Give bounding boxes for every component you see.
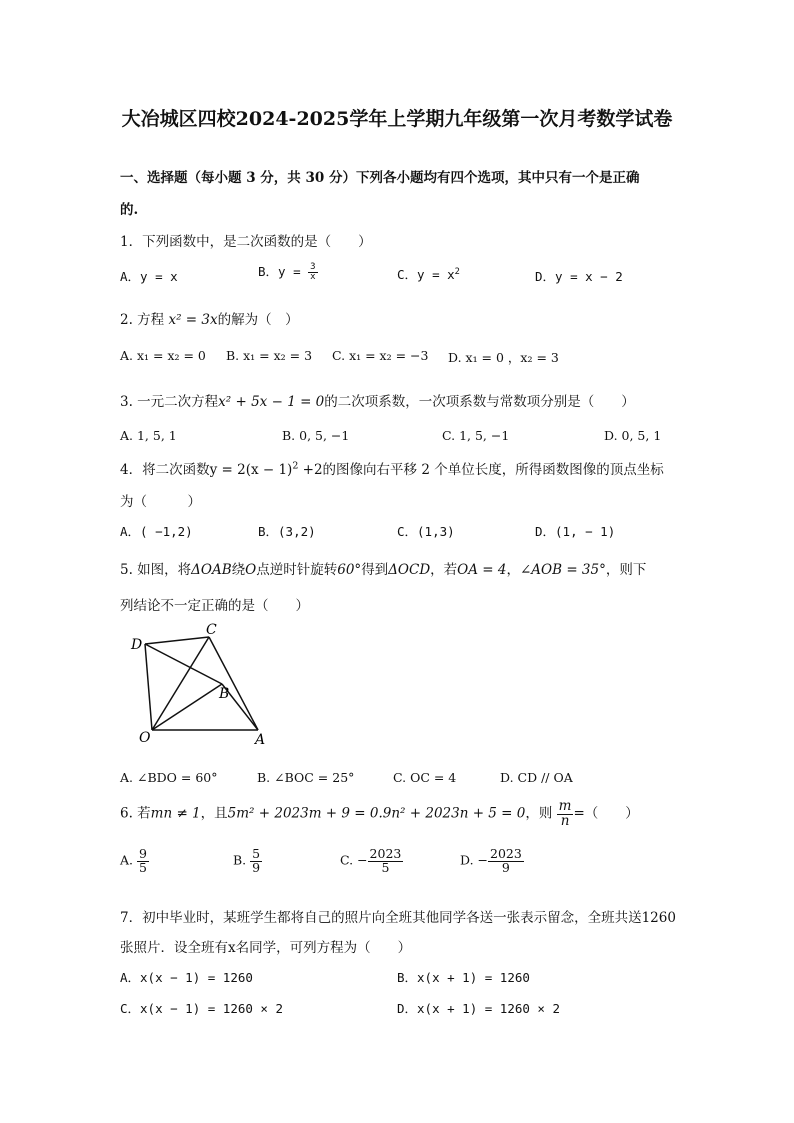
q2-option-d: D. x₁ = 0 ，x₂ = 3 [448, 350, 559, 365]
q1-b-fraction: $\frac{3}{x}$ [310, 262, 316, 282]
q4-option-a: A．( −1,2) [120, 524, 193, 539]
q5-stem-cont: 列结论不一定正确的是（ ） [120, 598, 309, 614]
section-heading-cont: 的. [120, 202, 139, 218]
page-title: 大冶城区四校2024-2025学年上学期九年级第一次月考数学试卷 [121, 108, 673, 130]
q2-stem: 2. 方程 x² = 3x的解为（ ） [120, 312, 299, 328]
q5-option-a: A. ∠BDO = 60° [120, 770, 218, 785]
q4-option-c: C．(1,3) [397, 524, 455, 539]
segment-do [145, 644, 152, 730]
q5-geometry-figure [125, 622, 275, 750]
segment-dc [145, 637, 209, 644]
q1-stem: 1．下列函数中，是二次函数的是（ ） [120, 234, 372, 250]
q5-option-c: C. OC = 4 [393, 770, 457, 785]
q6-option-c: C. − $\frac{2023}{5}$ [340, 846, 402, 875]
q6-fraction-m-over-n: $\frac{m}{n}$ [558, 798, 572, 829]
q6-stem: 6. 若mn ≠ 1，且5m² + 2023m + 9 = 0.9n² + 2023n + 5 = 0，则 $\frac{m}{n}$ =（ ） [120, 798, 639, 829]
q4-stem-cont: 为（ ） [120, 494, 201, 510]
q4-stem: 4．将二次函数$y = 2(x - 1)^2 +2$的图像向右平移 2 个单位长度，所得函数图像的顶点坐标 [120, 460, 664, 478]
q5-stem: 5. 如图，将ΔOAB绕O点逆时针旋转60°得到ΔOCD，若OA = 4，∠AOB = 35°，则下 [120, 562, 647, 578]
segment-ca [209, 637, 258, 730]
q1-option-b: B．y = $\frac{3}{x}$ [258, 262, 316, 282]
q7-option-c: C．x(x − 1) = 1260 × 2 [120, 1001, 284, 1016]
label-c: C [206, 622, 217, 638]
q7-option-b: B．x(x + 1) = 1260 [397, 970, 530, 985]
label-d: D [131, 637, 143, 653]
q6-option-d: D. − $\frac{2023}{9}$ [460, 846, 522, 875]
q6-option-a: A. $\frac{9}{5}$ [120, 846, 147, 875]
q3-option-a: A. 1, 5, 1 [120, 428, 177, 443]
section-heading: 一、选择题（每小题 3 分，共 30 分）下列各小题均有四个选项，其中只有一个是正确 [120, 170, 640, 186]
segment-co [152, 637, 209, 730]
q5-option-d: D. CD // OA [500, 770, 573, 785]
q3-stem: 3. 一元二次方程x² + 5x − 1 = 0的二次项系数，一次项系数与常数项分别是（ ） [120, 394, 635, 410]
label-a: A [255, 732, 266, 748]
q2-option-a: A. x₁ = x₂ = 0 [120, 348, 206, 363]
q3-option-d: D. 0, 5, 1 [604, 428, 662, 443]
q3-option-b: B. 0, 5, −1 [282, 428, 350, 443]
q7-stem: 7．初中毕业时，某班学生都将自己的照片向全班其他同学各送一张表示留念，全班共送1260 [120, 910, 676, 926]
q6-option-b: B. $\frac{5}{9}$ [233, 846, 261, 875]
label-o: O [139, 730, 151, 746]
q2-option-c: C. x₁ = x₂ = −3 [332, 348, 429, 363]
q1-option-c: C．$y = x^2$ [397, 266, 460, 282]
q1-option-d: D．y = x − 2 [535, 269, 623, 284]
label-b: B [219, 686, 230, 702]
q3-option-c: C. 1, 5, −1 [442, 428, 510, 443]
q7-option-a: A．x(x − 1) = 1260 [120, 970, 253, 985]
q4-option-d: D．(1, − 1) [535, 524, 616, 539]
q7-option-d: D．x(x + 1) = 1260 × 2 [397, 1001, 561, 1016]
q4-option-b: B．(3,2) [258, 524, 316, 539]
q2-option-b: B. x₁ = x₂ = 3 [226, 348, 313, 363]
q1-option-a: A．y = x [120, 269, 178, 284]
q7-stem-cont: 张照片．设全班有x名同学，可列方程为（ ） [120, 940, 412, 956]
q5-option-b: B. ∠BOC = 25° [257, 770, 355, 785]
segment-ob [152, 684, 222, 730]
